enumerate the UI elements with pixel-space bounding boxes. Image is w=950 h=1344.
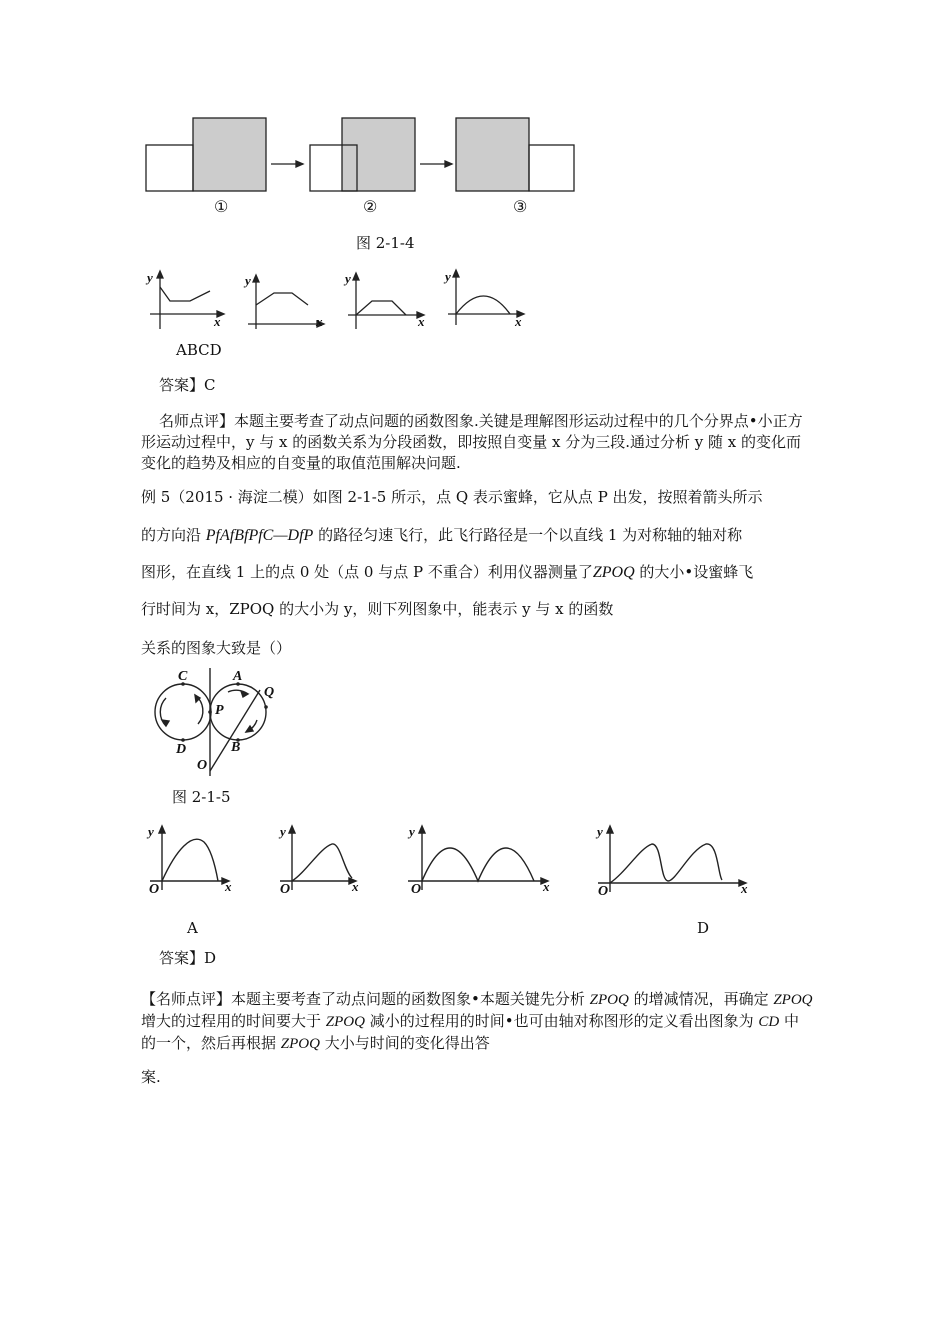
small-graph-a [150, 271, 224, 329]
figure-2-1-5 [140, 662, 300, 782]
comment-2 [141, 989, 813, 1055]
large-graph-b-origin: O [280, 882, 291, 897]
comment-2-part-6: 大小与时间的变化得出答 [319, 1034, 490, 1052]
large-graph-d-y-label: y [597, 824, 603, 839]
example-5-line-5: 关系的图象大致是（） [141, 639, 292, 657]
large-graph-c-y-label: y [409, 824, 415, 839]
comment-1 [141, 411, 813, 474]
small-graph-b [248, 275, 324, 329]
step-label-1: ① [214, 197, 229, 216]
answer-2: 答案】D [159, 949, 217, 967]
large-graph-label-a: A [187, 919, 198, 937]
example-5-line-3-a: 图形，在直线 1 上的点 0 处（点 0 与点 P 不重合）利用仪器测量了 [141, 563, 593, 581]
example-5-line-3-b: 的大小•设蜜蜂飞 [634, 563, 754, 581]
example-5-line-4: 行时间为 x，ZPOQ 的大小为 y，则下列图象中，能表示 y 与 x 的函数 [141, 600, 614, 618]
small-graph-c [348, 273, 424, 329]
example-5-line-3 [141, 565, 753, 581]
large-graph-d-x-label: x [741, 881, 748, 896]
small-graph-b-x-label: x [316, 314, 323, 329]
comment-2-angle-4: ZPOQ [280, 1036, 320, 1052]
comment-2-tail: 案. [141, 1068, 161, 1086]
small-graphs [140, 265, 540, 337]
comment-2-angle-3: ZPOQ [325, 1014, 365, 1030]
point-b-label: B [231, 740, 241, 755]
comment-2-angle-2: ZPOQ [773, 992, 813, 1008]
option-labels-abcd: ABCD [176, 341, 222, 359]
figure-caption-2-1-4: 图 2-1-4 [356, 234, 415, 252]
example-5-line-2 [141, 528, 742, 544]
point-a-label: A [233, 669, 243, 684]
small-graph-c-y-label: y [345, 271, 351, 286]
large-graph-b [280, 826, 356, 890]
large-graph-c [408, 826, 548, 890]
point-q-label: Q [264, 685, 275, 700]
small-graph-d-x-label: x [515, 314, 522, 329]
comment-2-part-5: 中的一个，然后再根据 [141, 1012, 799, 1052]
example-5-path: PfAfBfPfC—DfP [205, 527, 314, 544]
small-graph-d [448, 270, 524, 325]
large-graphs [140, 820, 760, 900]
comment-2-part-3: 增大的过程用的时间要大于 [141, 1012, 326, 1030]
point-c-label: C [178, 669, 188, 684]
big-square-3 [456, 118, 529, 191]
small-graph-c-x-label: x [418, 314, 425, 329]
large-graph-c-origin: O [411, 882, 422, 897]
large-graph-d [598, 826, 746, 892]
small-square-1 [146, 145, 193, 191]
large-graph-b-y-label: y [280, 824, 286, 839]
comment-2-cd: CD [758, 1014, 780, 1030]
small-graph-a-y-label: y [147, 270, 153, 285]
comment-2-part-2: 的增减情况，再确定 [628, 990, 774, 1008]
comment-1-text: 名师点评】本题主要考查了动点问题的函数图象.关键是理解图形运动过程中的几个分界点•小正方形运动过程中，y 与 x 的函数关系为分段函数，即按照自变量 x 分为三段.通过分析 y 随 x 的变化而变化的趋势及相应的自变量的取值范围解决问题. [141, 412, 803, 472]
example-5-angle: ZPOQ [592, 564, 635, 581]
small-graph-a-x-label: x [214, 314, 221, 329]
comment-2-part-1: 【名师点评】本题主要考查了动点问题的函数图象•本题关键先分析 [141, 990, 590, 1008]
large-graph-a-x-label: x [225, 879, 232, 894]
large-graph-b-x-label: x [352, 879, 359, 894]
large-graph-a-y-label: y [148, 824, 154, 839]
point-p-label: P [215, 703, 224, 718]
large-graph-a-origin: O [149, 882, 160, 897]
large-graph-label-d: D [697, 919, 710, 937]
big-square-1 [193, 118, 266, 191]
comment-2-part-4: 减小的过程用的时间•也可由轴对称图形的定义看出图象为 [364, 1012, 759, 1030]
step-label-3: ③ [513, 197, 528, 216]
point-d-label: D [176, 742, 187, 757]
comment-2-angle-1: ZPOQ [589, 992, 629, 1008]
point-o-label: O [197, 758, 208, 773]
large-graph-d-origin: O [598, 884, 609, 899]
large-graph-a [150, 826, 229, 890]
example-5-line-1: 例 5（2015 · 海淀二模）如图 2-1-5 所示，点 Q 表示蜜蜂，它从点 P 出发，按照着箭头所示 [141, 488, 763, 506]
figure-caption-2-1-5: 图 2-1-5 [172, 788, 231, 806]
small-graph-d-y-label: y [445, 269, 451, 284]
answer-1: 答案】C [159, 376, 216, 394]
step-label-2: ② [363, 197, 378, 216]
small-square-3 [529, 145, 574, 191]
big-square-2 [342, 118, 415, 191]
example-5-line-2-b: 的路径匀速飞行，此飞行路径是一个以直线 1 为对称轴的轴对称 [313, 526, 743, 544]
large-graph-c-x-label: x [543, 879, 550, 894]
small-graph-b-y-label: y [245, 273, 251, 288]
example-5-line-2-a: 的方向沿 [141, 526, 206, 544]
